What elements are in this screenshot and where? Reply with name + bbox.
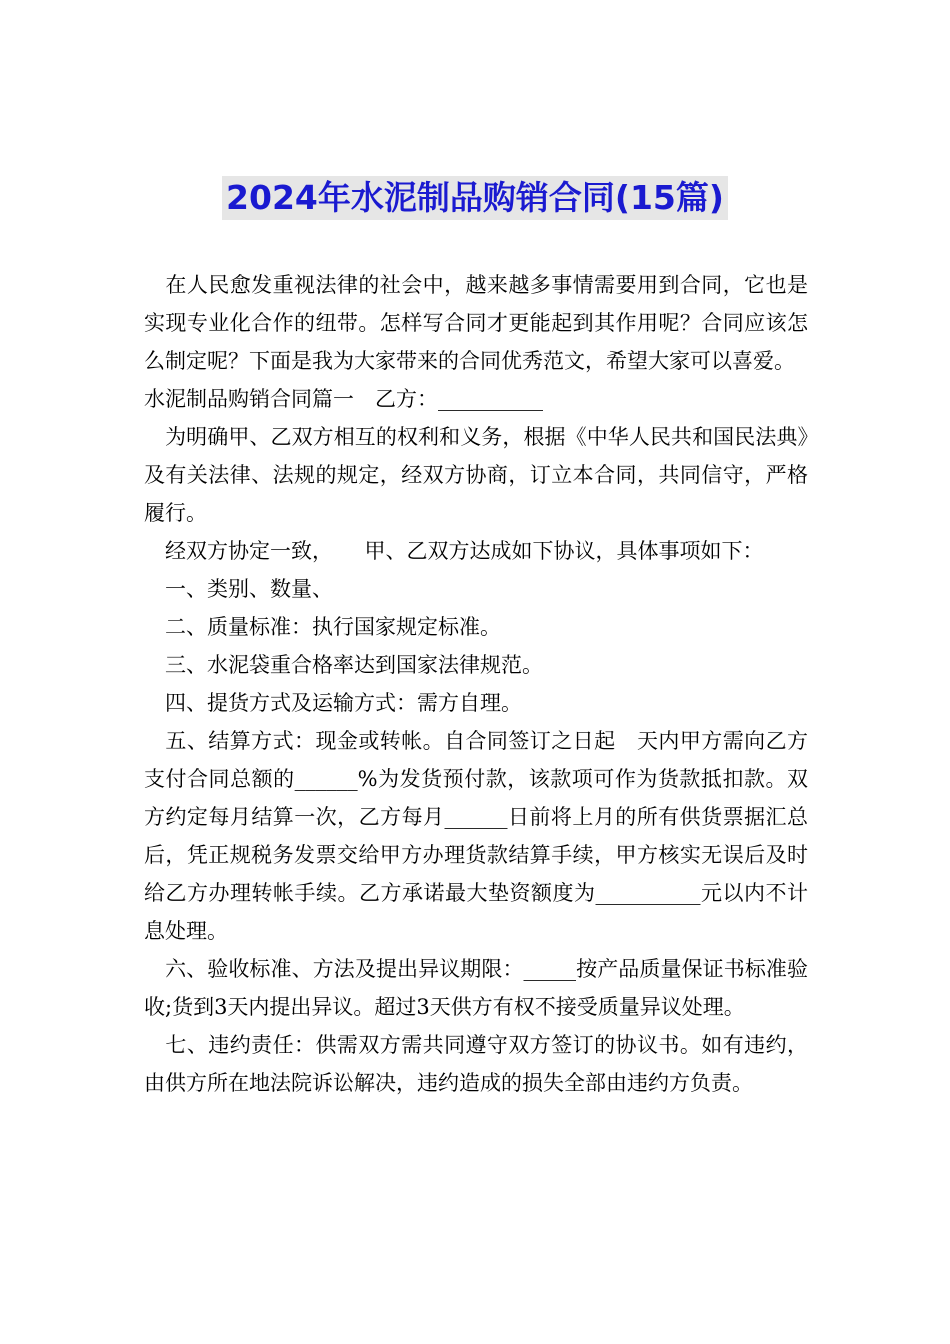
clause-2: 二、质量标准：执行国家规定标准。: [144, 615, 501, 639]
purpose-paragraph: 为明确甲、乙双方相互的权利和义务，根据《中华人民共和国民法典》及有关法律、法规的规定，经双方协商，订立本合同，共同信守，严格履行。: [144, 425, 808, 525]
clause-4: 四、提货方式及运输方式：需方自理。: [144, 691, 522, 715]
section-heading-party-b: 水泥制品购销合同篇一 乙方：__________: [144, 387, 543, 411]
title-container: [0, 176, 950, 220]
clause-5: 五、结算方式：现金或转帐。自合同签订之日起 天内甲方需向乙方支付合同总额的______%为发货预付款，该款项可作为货款抵扣款。双方约定每月结算一次，乙方每月______日前将上月的所有供货票据汇总后，凭正规税务发票交给甲方办理货款结算手续，甲方核实无误后及时给乙方办理转帐手续。乙方承诺最大垫资额度为__________元以内不计息处理。: [144, 729, 808, 943]
clause-6: 六、验收标准、方法及提出异议期限：_____按产品质量保证书标准验收;货到3天内提出异议。超过3天供方有权不接受质量异议处理。: [144, 957, 808, 1019]
document-body: [144, 266, 808, 1102]
document-title: 2024年水泥制品购销合同(15篇): [222, 176, 728, 220]
agreement-paragraph: 经双方协定一致， 甲、乙双方达成如下协议，具体事项如下：: [144, 539, 764, 563]
clause-3: 三、水泥袋重合格率达到国家法律规范。: [144, 653, 543, 677]
clause-7: 七、违约责任：供需双方需共同遵守双方签订的协议书。如有违约，由供方所在地法院诉讼解决，违约造成的损失全部由违约方负责。: [144, 1033, 808, 1095]
intro-paragraph: 在人民愈发重视法律的社会中，越来越多事情需要用到合同，它也是实现专业化合作的纽带。怎样写合同才更能起到其作用呢？合同应该怎么制定呢？下面是我为大家带来的合同优秀范文，希望大家可以喜爱。: [144, 273, 808, 373]
clause-1: 一、类别、数量、: [144, 577, 333, 601]
